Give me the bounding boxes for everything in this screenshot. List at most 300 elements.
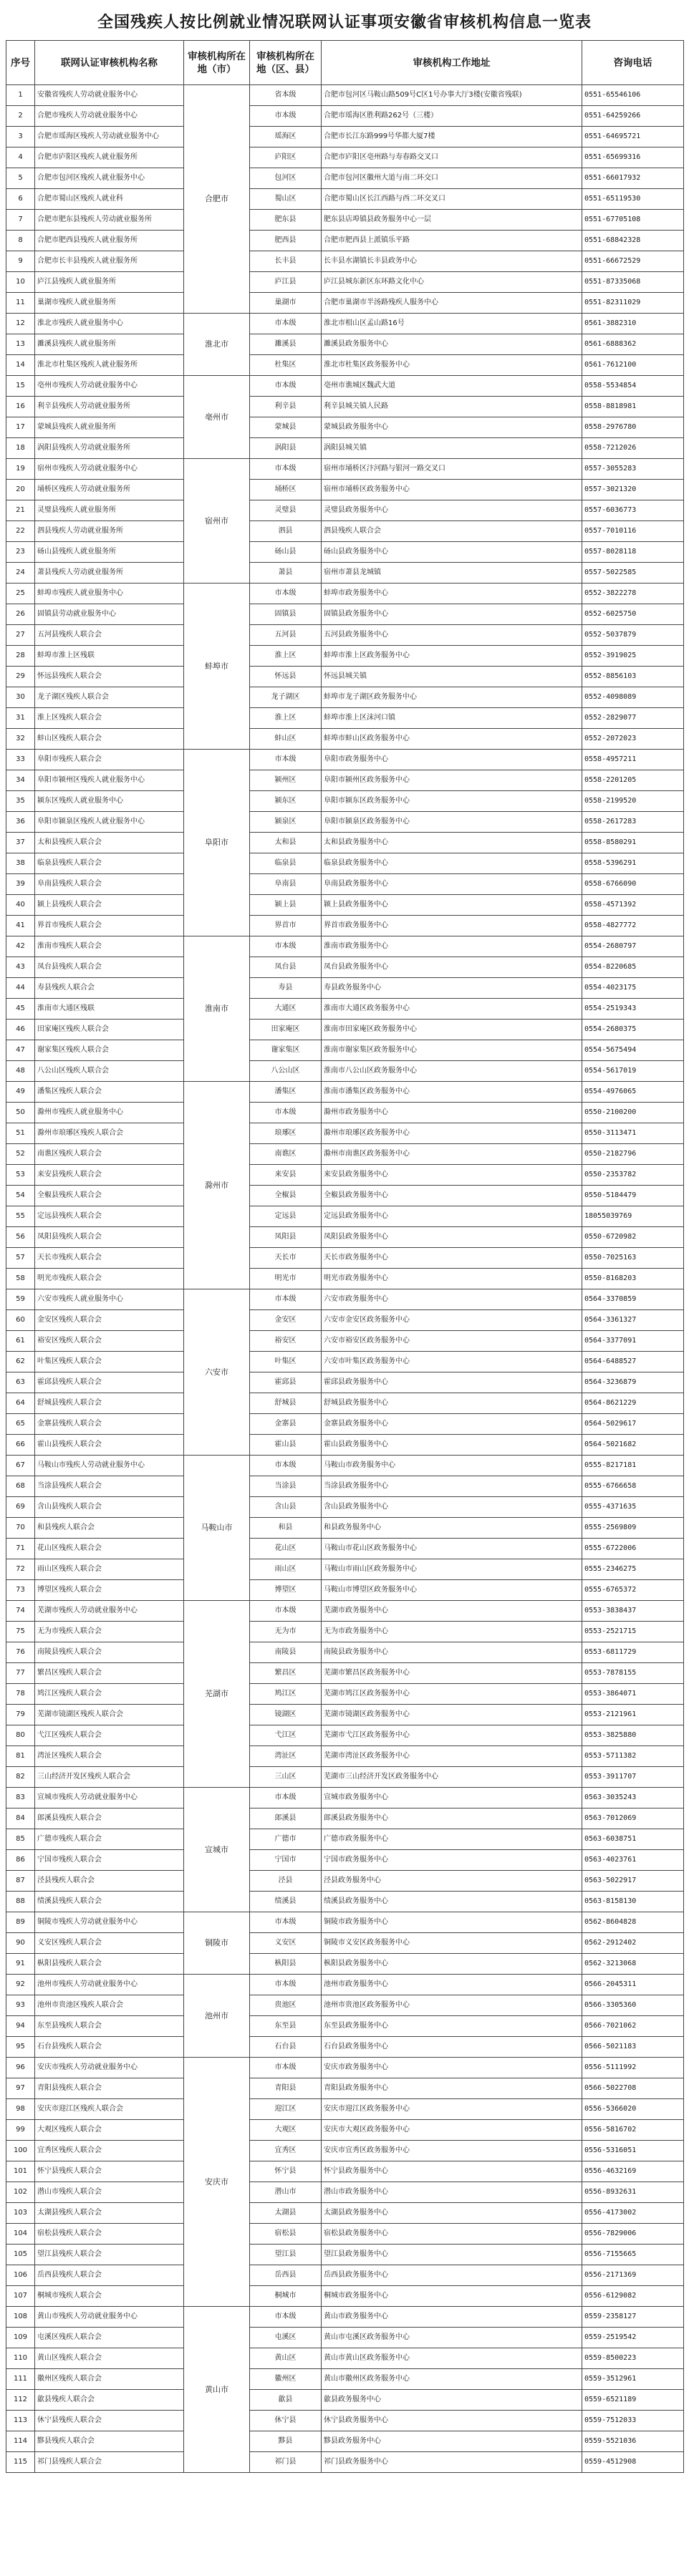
table-row bbox=[6, 874, 684, 895]
phone-cell: 0554-5617019 bbox=[582, 1061, 684, 1082]
address-cell: 六安市政务服务中心 bbox=[322, 1289, 582, 1310]
table-row bbox=[6, 729, 684, 750]
district-cell: 当涂县 bbox=[250, 1476, 322, 1497]
address-cell: 长丰县水湖镇长丰县政务中心 bbox=[322, 251, 582, 272]
table-row bbox=[6, 2120, 684, 2141]
institution-name: 阜阳市颍泉区残疾人就业服务中心 bbox=[35, 812, 184, 833]
table-row bbox=[6, 542, 684, 563]
institution-name: 岳西县残疾人联合会 bbox=[35, 2265, 184, 2286]
institution-name: 定远县残疾人联合会 bbox=[35, 1206, 184, 1227]
address-cell: 桐城市政务服务中心 bbox=[322, 2286, 582, 2307]
institution-name: 无为市残疾人联合会 bbox=[35, 1622, 184, 1642]
address-cell: 怀远县城关镇 bbox=[322, 667, 582, 687]
table-row bbox=[6, 2099, 684, 2120]
district-cell: 望江县 bbox=[250, 2245, 322, 2265]
table-row bbox=[6, 85, 684, 106]
address-cell: 宿州市埇桥区政务服务中心 bbox=[322, 480, 582, 500]
phone-cell: 0552-3919025 bbox=[582, 646, 684, 667]
institution-name: 芜湖市残疾人劳动就业服务中心 bbox=[35, 1601, 184, 1622]
district-cell: 屯溪区 bbox=[250, 2328, 322, 2348]
table-row bbox=[6, 2348, 684, 2369]
institution-name: 田家庵区残疾人联合会 bbox=[35, 1020, 184, 1040]
district-cell: 裕安区 bbox=[250, 1331, 322, 1352]
address-cell: 淮南市潘集区政务服务中心 bbox=[322, 1082, 582, 1103]
district-cell: 蜀山区 bbox=[250, 189, 322, 210]
institution-name: 合肥市蜀山区残疾人就业科 bbox=[35, 189, 184, 210]
row-index: 20 bbox=[6, 480, 35, 500]
row-index: 96 bbox=[6, 2058, 35, 2078]
table-row bbox=[6, 999, 684, 1020]
row-index: 105 bbox=[6, 2245, 35, 2265]
table-row bbox=[6, 2078, 684, 2099]
phone-cell: 0551-66017932 bbox=[582, 168, 684, 189]
row-index: 68 bbox=[6, 1476, 35, 1497]
table-row bbox=[6, 1746, 684, 1767]
district-cell: 瑶海区 bbox=[250, 127, 322, 147]
row-index: 86 bbox=[6, 1850, 35, 1871]
phone-cell: 0558-2617283 bbox=[582, 812, 684, 833]
table-row bbox=[6, 1705, 684, 1725]
phone-cell: 0556-7155665 bbox=[582, 2245, 684, 2265]
phone-cell: 0558-2201205 bbox=[582, 770, 684, 791]
address-cell: 无为市政务服务中心 bbox=[322, 1622, 582, 1642]
row-index: 69 bbox=[6, 1497, 35, 1518]
phone-cell: 0558-7212026 bbox=[582, 438, 684, 459]
district-cell: 休宁县 bbox=[250, 2411, 322, 2431]
phone-cell: 0555-8217181 bbox=[582, 1456, 684, 1476]
row-index: 43 bbox=[6, 957, 35, 978]
phone-cell: 0554-2519343 bbox=[582, 999, 684, 1020]
district-cell: 黄山区 bbox=[250, 2348, 322, 2369]
phone-cell: 0550-3113471 bbox=[582, 1123, 684, 1144]
district-cell: 大通区 bbox=[250, 999, 322, 1020]
row-index: 85 bbox=[6, 1829, 35, 1850]
address-cell: 宿州市埇桥区汴河路与银河一路交叉口 bbox=[322, 459, 582, 480]
address-cell: 淮北市相山区孟山路16号 bbox=[322, 314, 582, 334]
institution-name: 亳州市残疾人劳动就业服务中心 bbox=[35, 376, 184, 397]
district-cell: 绩溪县 bbox=[250, 1892, 322, 1912]
phone-cell: 0564-5021682 bbox=[582, 1435, 684, 1456]
phone-cell: 0557-7010116 bbox=[582, 521, 684, 542]
district-cell: 南陵县 bbox=[250, 1642, 322, 1663]
table-row bbox=[6, 106, 684, 127]
district-cell: 市本级 bbox=[250, 1289, 322, 1310]
phone-cell: 0554-2680375 bbox=[582, 1020, 684, 1040]
institution-name: 界首市残疾人联合会 bbox=[35, 916, 184, 936]
header-phone: 咨询电话 bbox=[582, 41, 684, 85]
table-row bbox=[6, 127, 684, 147]
district-cell: 利辛县 bbox=[250, 397, 322, 417]
district-cell: 岳西县 bbox=[250, 2265, 322, 2286]
table-row bbox=[6, 1829, 684, 1850]
institution-name: 绩溪县残疾人联合会 bbox=[35, 1892, 184, 1912]
phone-cell: 0555-6765372 bbox=[582, 1580, 684, 1601]
address-cell: 砀山县政务服务中心 bbox=[322, 542, 582, 563]
phone-cell: 0558-2199520 bbox=[582, 791, 684, 812]
district-cell: 宿松县 bbox=[250, 2224, 322, 2245]
institution-name: 合肥市肥西县残疾人就业服务所 bbox=[35, 231, 184, 251]
row-index: 64 bbox=[6, 1393, 35, 1414]
phone-cell: 0555-6766658 bbox=[582, 1476, 684, 1497]
phone-cell: 0556-6129082 bbox=[582, 2286, 684, 2307]
phone-cell: 0555-4371635 bbox=[582, 1497, 684, 1518]
table-row bbox=[6, 355, 684, 376]
phone-cell: 0559-2358127 bbox=[582, 2307, 684, 2328]
table-row bbox=[6, 2203, 684, 2224]
table-row bbox=[6, 1539, 684, 1559]
district-cell: 市本级 bbox=[250, 1103, 322, 1123]
table-row bbox=[6, 2224, 684, 2245]
row-index: 65 bbox=[6, 1414, 35, 1435]
institution-name: 广德市残疾人联合会 bbox=[35, 1829, 184, 1850]
row-index: 100 bbox=[6, 2141, 35, 2161]
table-row bbox=[6, 293, 684, 314]
row-index: 9 bbox=[6, 251, 35, 272]
table-row bbox=[6, 2245, 684, 2265]
phone-cell: 0556-4173002 bbox=[582, 2203, 684, 2224]
district-cell: 大观区 bbox=[250, 2120, 322, 2141]
phone-cell: 0564-3361327 bbox=[582, 1310, 684, 1331]
address-cell: 淮南市大通区政务服务中心 bbox=[322, 999, 582, 1020]
phone-cell: 0566-2045311 bbox=[582, 1975, 684, 1995]
row-index: 36 bbox=[6, 812, 35, 833]
table-row bbox=[6, 251, 684, 272]
address-cell: 青阳县政务服务中心 bbox=[322, 2078, 582, 2099]
table-row bbox=[6, 1497, 684, 1518]
phone-cell: 0554-2680797 bbox=[582, 936, 684, 957]
phone-cell: 0555-6722006 bbox=[582, 1539, 684, 1559]
address-cell: 铜陵市义安区政务服务中心 bbox=[322, 1933, 582, 1954]
district-cell: 雨山区 bbox=[250, 1559, 322, 1580]
row-index: 73 bbox=[6, 1580, 35, 1601]
phone-cell: 0550-2353782 bbox=[582, 1165, 684, 1186]
address-cell: 涡阳县城关镇 bbox=[322, 438, 582, 459]
district-cell: 田家庵区 bbox=[250, 1020, 322, 1040]
address-cell: 滁州市南谯区政务服务中心 bbox=[322, 1144, 582, 1165]
city-cell: 阜阳市 bbox=[184, 750, 250, 936]
table-row bbox=[6, 791, 684, 812]
district-cell: 泾县 bbox=[250, 1871, 322, 1892]
institution-name: 埇桥区残疾人劳动就业服务所 bbox=[35, 480, 184, 500]
address-cell: 芜湖市三山经济开发区政务服务中心 bbox=[322, 1767, 582, 1788]
address-cell: 全椒县政务服务中心 bbox=[322, 1186, 582, 1206]
address-cell: 宿松县政务服务中心 bbox=[322, 2224, 582, 2245]
address-cell: 庐江县城东新区东环路文化中心 bbox=[322, 272, 582, 293]
institution-name: 南谯区残疾人联合会 bbox=[35, 1144, 184, 1165]
institution-name: 枞阳县残疾人联合会 bbox=[35, 1954, 184, 1975]
table-row bbox=[6, 397, 684, 417]
table-row bbox=[6, 1123, 684, 1144]
table-row bbox=[6, 812, 684, 833]
address-cell: 阜阳市政务服务中心 bbox=[322, 750, 582, 770]
institution-name: 芜湖市镜湖区残疾人联合会 bbox=[35, 1705, 184, 1725]
institution-name: 东至县残疾人联合会 bbox=[35, 2016, 184, 2037]
institution-name: 弋江区残疾人联合会 bbox=[35, 1725, 184, 1746]
row-index: 2 bbox=[6, 106, 35, 127]
table-row bbox=[6, 1144, 684, 1165]
table-row bbox=[6, 1020, 684, 1040]
row-index: 101 bbox=[6, 2161, 35, 2182]
institution-name: 利辛县残疾人劳动就业服务所 bbox=[35, 397, 184, 417]
district-cell: 市本级 bbox=[250, 106, 322, 127]
district-cell: 黟县 bbox=[250, 2431, 322, 2452]
table-row bbox=[6, 1061, 684, 1082]
institution-name: 安庆市迎江区残疾人联合会 bbox=[35, 2099, 184, 2120]
row-index: 23 bbox=[6, 542, 35, 563]
institution-name: 繁昌区残疾人联合会 bbox=[35, 1663, 184, 1684]
phone-cell: 0551-67705108 bbox=[582, 210, 684, 231]
table-row bbox=[6, 1850, 684, 1871]
row-index: 106 bbox=[6, 2265, 35, 2286]
address-cell: 和县政务服务中心 bbox=[322, 1518, 582, 1539]
address-cell: 定远县政务服务中心 bbox=[322, 1206, 582, 1227]
row-index: 94 bbox=[6, 2016, 35, 2037]
table-row bbox=[6, 189, 684, 210]
institution-name: 蚌埠市残疾人就业服务中心 bbox=[35, 584, 184, 604]
row-index: 104 bbox=[6, 2224, 35, 2245]
city-cell: 铜陵市 bbox=[184, 1912, 250, 1975]
address-cell: 马鞍山市花山区政务服务中心 bbox=[322, 1539, 582, 1559]
row-index: 29 bbox=[6, 667, 35, 687]
city-cell: 淮南市 bbox=[184, 936, 250, 1082]
phone-cell: 0558-4571392 bbox=[582, 895, 684, 916]
district-cell: 巢湖市 bbox=[250, 293, 322, 314]
institution-name: 合肥市庐阳区残疾人就业服务所 bbox=[35, 147, 184, 168]
address-cell: 枞阳县政务服务中心 bbox=[322, 1954, 582, 1975]
row-index: 102 bbox=[6, 2182, 35, 2203]
district-cell: 南谯区 bbox=[250, 1144, 322, 1165]
phone-cell: 0561-3882310 bbox=[582, 314, 684, 334]
institution-name: 宿松县残疾人联合会 bbox=[35, 2224, 184, 2245]
row-index: 48 bbox=[6, 1061, 35, 1082]
district-cell: 繁昌区 bbox=[250, 1663, 322, 1684]
table-row bbox=[6, 1456, 684, 1476]
table-row bbox=[6, 1580, 684, 1601]
row-index: 54 bbox=[6, 1186, 35, 1206]
table-row bbox=[6, 438, 684, 459]
address-cell: 凤阳县政务服务中心 bbox=[322, 1227, 582, 1248]
row-index: 63 bbox=[6, 1372, 35, 1393]
table-row bbox=[6, 895, 684, 916]
institution-name: 金安区残疾人联合会 bbox=[35, 1310, 184, 1331]
institution-name: 凤阳县残疾人联合会 bbox=[35, 1227, 184, 1248]
phone-cell: 0556-5111992 bbox=[582, 2058, 684, 2078]
district-cell: 来安县 bbox=[250, 1165, 322, 1186]
table-row bbox=[6, 1040, 684, 1061]
phone-cell: 0558-4957211 bbox=[582, 750, 684, 770]
city-cell: 芜湖市 bbox=[184, 1601, 250, 1788]
row-index: 15 bbox=[6, 376, 35, 397]
row-index: 34 bbox=[6, 770, 35, 791]
phone-cell: 0556-7829006 bbox=[582, 2224, 684, 2245]
phone-cell: 0564-6488527 bbox=[582, 1352, 684, 1372]
institution-name: 望江县残疾人联合会 bbox=[35, 2245, 184, 2265]
district-cell: 全椒县 bbox=[250, 1186, 322, 1206]
institution-name: 黄山区残疾人联合会 bbox=[35, 2348, 184, 2369]
table-row bbox=[6, 2328, 684, 2348]
table-row bbox=[6, 646, 684, 667]
institution-name: 颍东区残疾人就业服务中心 bbox=[35, 791, 184, 812]
table-row bbox=[6, 1269, 684, 1289]
institution-name: 马鞍山市残疾人劳动就业服务中心 bbox=[35, 1456, 184, 1476]
district-cell: 市本级 bbox=[250, 1788, 322, 1808]
district-cell: 杜集区 bbox=[250, 355, 322, 376]
row-index: 92 bbox=[6, 1975, 35, 1995]
row-index: 18 bbox=[6, 438, 35, 459]
row-index: 91 bbox=[6, 1954, 35, 1975]
address-cell: 望江县政务服务中心 bbox=[322, 2245, 582, 2265]
phone-cell: 0558-8818981 bbox=[582, 397, 684, 417]
row-index: 62 bbox=[6, 1352, 35, 1372]
address-cell: 淮南市政务服务中心 bbox=[322, 936, 582, 957]
phone-cell: 0552-2829077 bbox=[582, 708, 684, 729]
institution-name: 颍上县残疾人联合会 bbox=[35, 895, 184, 916]
institution-name: 当涂县残疾人联合会 bbox=[35, 1476, 184, 1497]
address-cell: 歙县政务服务中心 bbox=[322, 2390, 582, 2411]
institution-name: 合肥市残疾人劳动就业服务中心 bbox=[35, 106, 184, 127]
institution-name: 潜山市残疾人联合会 bbox=[35, 2182, 184, 2203]
district-cell: 霍邱县 bbox=[250, 1372, 322, 1393]
table-row bbox=[6, 376, 684, 397]
address-cell: 五河县政务服务中心 bbox=[322, 625, 582, 646]
address-cell: 安庆市政务服务中心 bbox=[322, 2058, 582, 2078]
table-row bbox=[6, 1871, 684, 1892]
address-cell: 马鞍山市政务服务中心 bbox=[322, 1456, 582, 1476]
table-row bbox=[6, 1601, 684, 1622]
district-cell: 市本级 bbox=[250, 1912, 322, 1933]
district-cell: 三山区 bbox=[250, 1767, 322, 1788]
phone-cell: 0553-3864071 bbox=[582, 1684, 684, 1705]
table-row bbox=[6, 1310, 684, 1331]
address-cell: 淮南市八公山区政务服务中心 bbox=[322, 1061, 582, 1082]
address-cell: 合肥市包河区徽州大道与南二环交口 bbox=[322, 168, 582, 189]
institution-name: 裕安区残疾人联合会 bbox=[35, 1331, 184, 1352]
district-cell: 市本级 bbox=[250, 2307, 322, 2328]
address-cell: 岳西县政务服务中心 bbox=[322, 2265, 582, 2286]
header-index: 序号 bbox=[6, 41, 35, 85]
row-index: 37 bbox=[6, 833, 35, 853]
institution-name: 湾沚区残疾人联合会 bbox=[35, 1746, 184, 1767]
address-cell: 石台县政务服务中心 bbox=[322, 2037, 582, 2058]
institution-name: 淮南市残疾人联合会 bbox=[35, 936, 184, 957]
phone-cell: 0551-68842328 bbox=[582, 231, 684, 251]
institution-name: 怀远县残疾人联合会 bbox=[35, 667, 184, 687]
district-cell: 阜南县 bbox=[250, 874, 322, 895]
phone-cell: 0556-4632169 bbox=[582, 2161, 684, 2182]
district-cell: 颍上县 bbox=[250, 895, 322, 916]
district-cell: 枞阳县 bbox=[250, 1954, 322, 1975]
phone-cell: 0563-5022917 bbox=[582, 1871, 684, 1892]
district-cell: 徽州区 bbox=[250, 2369, 322, 2390]
table-row bbox=[6, 1622, 684, 1642]
phone-cell: 0566-3305360 bbox=[582, 1995, 684, 2016]
phone-cell: 0555-2346275 bbox=[582, 1559, 684, 1580]
address-cell: 蚌埠市龙子湖区政务服务中心 bbox=[322, 687, 582, 708]
institution-name: 铜陵市残疾人劳动就业服务中心 bbox=[35, 1912, 184, 1933]
phone-cell: 0554-5675494 bbox=[582, 1040, 684, 1061]
phone-cell: 0553-3825880 bbox=[582, 1725, 684, 1746]
district-cell: 舒城县 bbox=[250, 1393, 322, 1414]
address-cell: 合肥市肥西县上派镇乐平路 bbox=[322, 231, 582, 251]
row-index: 41 bbox=[6, 916, 35, 936]
address-cell: 东至县政务服务中心 bbox=[322, 2016, 582, 2037]
row-index: 79 bbox=[6, 1705, 35, 1725]
row-index: 112 bbox=[6, 2390, 35, 2411]
district-cell: 长丰县 bbox=[250, 251, 322, 272]
table-row bbox=[6, 210, 684, 231]
row-index: 82 bbox=[6, 1767, 35, 1788]
phone-cell: 0550-7025163 bbox=[582, 1248, 684, 1269]
district-cell: 颍州区 bbox=[250, 770, 322, 791]
institution-name: 凤台县残疾人联合会 bbox=[35, 957, 184, 978]
phone-cell: 0561-7612100 bbox=[582, 355, 684, 376]
row-index: 22 bbox=[6, 521, 35, 542]
table-row bbox=[6, 2307, 684, 2328]
institution-name: 明光市残疾人联合会 bbox=[35, 1269, 184, 1289]
table-row bbox=[6, 334, 684, 355]
phone-cell: 0563-8158130 bbox=[582, 1892, 684, 1912]
table-row bbox=[6, 168, 684, 189]
institution-name: 桐城市残疾人联合会 bbox=[35, 2286, 184, 2307]
table-row bbox=[6, 1975, 684, 1995]
phone-cell: 0552-4098089 bbox=[582, 687, 684, 708]
address-cell: 铜陵市政务服务中心 bbox=[322, 1912, 582, 1933]
address-cell: 黄山市徽州区政务服务中心 bbox=[322, 2369, 582, 2390]
row-index: 99 bbox=[6, 2120, 35, 2141]
address-cell: 临泉县政务服务中心 bbox=[322, 853, 582, 874]
address-cell: 太湖县政务服务中心 bbox=[322, 2203, 582, 2224]
table-row bbox=[6, 2182, 684, 2203]
phone-cell: 0550-5184479 bbox=[582, 1186, 684, 1206]
row-index: 7 bbox=[6, 210, 35, 231]
district-cell: 砀山县 bbox=[250, 542, 322, 563]
phone-cell: 0559-2519542 bbox=[582, 2328, 684, 2348]
table-row bbox=[6, 750, 684, 770]
phone-cell: 0557-6036773 bbox=[582, 500, 684, 521]
city-cell: 淮北市 bbox=[184, 314, 250, 376]
district-cell: 市本级 bbox=[250, 750, 322, 770]
phone-cell: 0564-3370859 bbox=[582, 1289, 684, 1310]
institution-name: 蚌山区残疾人联合会 bbox=[35, 729, 184, 750]
institution-name: 博望区残疾人联合会 bbox=[35, 1580, 184, 1601]
institution-name: 池州市残疾人劳动就业服务中心 bbox=[35, 1975, 184, 1995]
address-cell: 安庆市大观区政务服务中心 bbox=[322, 2120, 582, 2141]
institution-name: 合肥市瑶海区残疾人劳动就业服务中心 bbox=[35, 127, 184, 147]
phone-cell: 0562-8604828 bbox=[582, 1912, 684, 1933]
institution-name: 六安市残疾人就业服务中心 bbox=[35, 1289, 184, 1310]
table-row bbox=[6, 957, 684, 978]
institution-name: 蒙城县残疾人就业服务所 bbox=[35, 417, 184, 438]
phone-cell: 0553-6811729 bbox=[582, 1642, 684, 1663]
table-row bbox=[6, 1186, 684, 1206]
row-index: 51 bbox=[6, 1123, 35, 1144]
address-cell: 池州市贵池区政务服务中心 bbox=[322, 1995, 582, 2016]
district-cell: 市本级 bbox=[250, 936, 322, 957]
address-cell: 安庆市宜秀区政务服务中心 bbox=[322, 2141, 582, 2161]
row-index: 114 bbox=[6, 2431, 35, 2452]
row-index: 47 bbox=[6, 1040, 35, 1061]
phone-cell: 0556-5816702 bbox=[582, 2120, 684, 2141]
institution-name: 屯溪区残疾人联合会 bbox=[35, 2328, 184, 2348]
address-cell: 蒙城县政务服务中心 bbox=[322, 417, 582, 438]
phone-cell: 0562-2912402 bbox=[582, 1933, 684, 1954]
table-row bbox=[6, 2016, 684, 2037]
row-index: 78 bbox=[6, 1684, 35, 1705]
institution-name: 潘集区残疾人联合会 bbox=[35, 1082, 184, 1103]
address-cell: 亳州市谯城区魏武大道 bbox=[322, 376, 582, 397]
row-index: 55 bbox=[6, 1206, 35, 1227]
table-row bbox=[6, 314, 684, 334]
